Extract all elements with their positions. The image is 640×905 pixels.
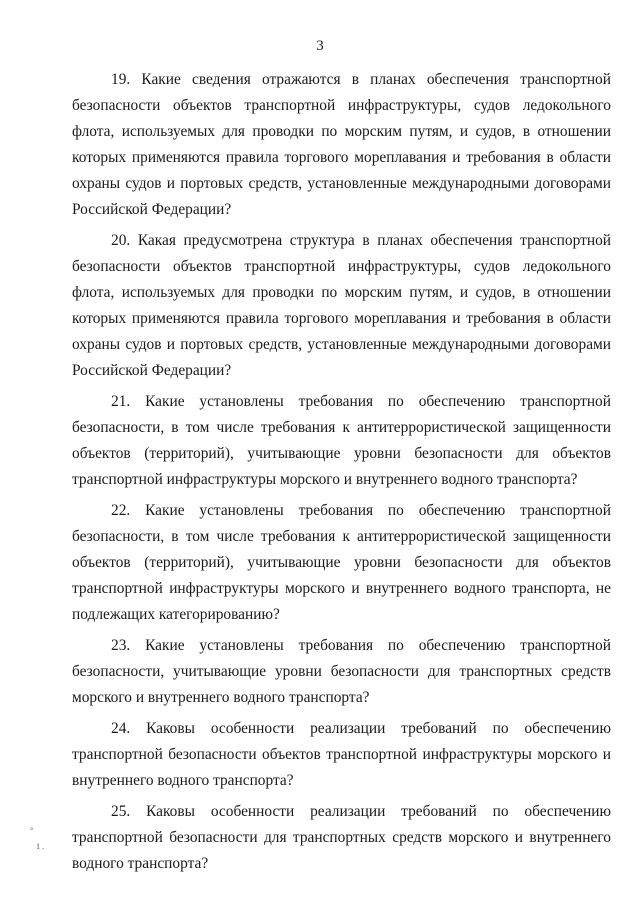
question-23: 23. Какие установлены требования по обеспечению транспортной безопасности, учитывающие уровни безопасности для транспортных средств морского и внутреннего водного транспорта? <box>72 637 611 706</box>
question-19: 19. Какие сведения отражаются в планах обеспечения транспортной безопасности объектов транспортной инфраструктуры, судов ледокольного флота, используемых для проводки по морским путям, и судов, в отношении которых применяются правила торгового мореплавания и требования в области охраны судов и портовых средств, установленные международными договорами Российской Федерации? <box>72 71 611 218</box>
page-number: 3 <box>316 38 324 54</box>
question-24: 24. Каковы особенности реализации требований по обеспечению транспортной безопасности объектов транспортной инфраструктуры морского и внутреннего водного транспорта? <box>72 720 611 789</box>
question-22: 22. Какие установлены требования по обеспечению транспортной безопасности, в том числе требования к антитеррористической защищенности объектов (территорий), учитывающие уровни безопасности для объектов транспортной инфраструктуры морского и внутреннего водного транспорта, не подлежащих категорированию? <box>72 502 611 623</box>
question-21: 21. Какие установлены требования по обеспечению транспортной безопасности, в том числе требования к антитеррористической защищенности объектов (территорий), учитывающие уровни безопасности для объектов транспортной инфраструктуры морского и внутреннего водного транспорта? <box>72 393 611 488</box>
scan-mark-bottom: 1 . <box>36 842 44 851</box>
question-25: 25. Каковы особенности реализации требований по обеспечению транспортной безопасности для транспортных средств морского и внутреннего водного транспорта? <box>72 803 611 872</box>
scan-mark-top: ° <box>30 826 34 835</box>
question-20: 20. Какая предусмотрена структура в планах обеспечения транспортной безопасности объектов транспортной инфраструктуры, судов ледокольного флота, используемых для проводки по морским путям, и судов, в отношении которых применяются правила торгового мореплавания и требования в области охраны судов и портовых средств, установленные международными договорами Российской Федерации? <box>72 232 611 379</box>
question-list <box>72 67 611 882</box>
